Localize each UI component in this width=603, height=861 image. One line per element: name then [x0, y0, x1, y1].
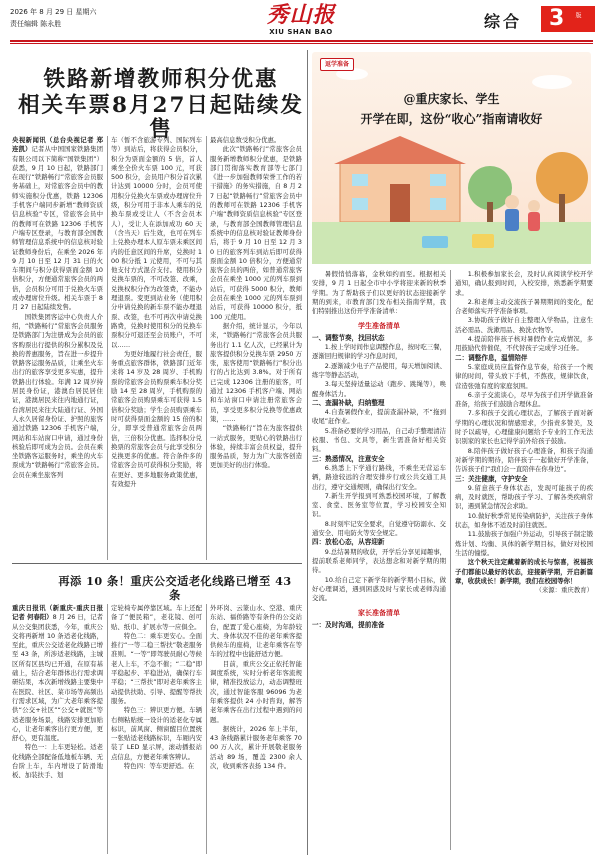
student-item-8: 8.时刻牢记安全要求，自觉遵守防溺水、交通安全、用电防火等安全规定。 — [312, 519, 446, 538]
story1-byline: 央视新闻讯（总台央视记者 郑连凯） — [12, 136, 103, 154]
story2-col2d-text: 特色四：等车更舒适。在 — [123, 762, 195, 771]
story2-column-2 — [111, 604, 202, 854]
story3-headline-line2: 开学在即，这份“收心”指南请收好 — [360, 112, 543, 126]
story1-col3c-text: 据介绍，统计显示，今年以来，“铁路畅行”常旅客会员共服务出行 1.1 亿人次，已经累计为旅客提供积分兑换车票 2950 万张，旅客使用“铁路畅行”积分出行的占比达到 3.8%。对于所有已完成 12306 注册的旅客，可通过 12306 手机客户端、网站和车站窗口申请注册常旅客会员，享受更多积分兑换等优惠政策，…… — [210, 321, 302, 423]
story1-col3b-text: 此次“铁路畅行”常旅客会员服务新增教师积分优惠，是铁路部门贯彻落实教育部等七部门《进一步加强教师荣誉工作的若干措施》的务实措施，自 8 月 27 日起“铁路畅行”常旅客会员中的教师可在铁路 12306 手机客户端“教师资质信息核验”专区登录，与教育部全国教师管理信息系统中的信息核对验证教师身份后，将于 9 月 10 日至 12 月 30 日的旅客列车到站后即可获得票面金额 10 倍积分，方便通常旅客会员的两倍，如普通常旅客会员在乘坐 1000 元的列车票到站后，可获得 5000 积分，教师会员在乘坐 1000 元的列车票到站后，可获得 10000 积分，抵 100 元使用。 — [210, 145, 302, 321]
story1-headline-line1: 铁路新增教师积分优惠 — [43, 67, 279, 92]
parent-item-8: 8.陪伴孩子做好孩子心理准备，和孩子沟通对新学期的期待，陪伴孩子一起做好开学准备，告诉孩子们“我们会一直陪伴在你身边”。 — [455, 446, 593, 474]
story2-column-3 — [210, 604, 302, 854]
parent-item-1: 1.积极参加家长会，及时认真阅读学校开学通知，确认报到时间，入校安排，熟悉新学期要求。 — [455, 270, 593, 297]
column-divider — [206, 136, 207, 560]
story2-col3b-text: 目前，重庆公交正依托智能调度系统，实时分析老年客流规律，精准投放运力，动态调整班次，通过智能客服 96096 为老年乘客提供 24 小时咨询，解答老年乘客在出行过程中遇到的问题。 — [210, 659, 302, 724]
student-section-4-title: 四：放松心态，从容迎新 — [312, 538, 385, 547]
newspaper-logo: 秀山报 — [266, 2, 336, 28]
story3-closing: 这个秋天注定藏着新的成长与惊喜，祝福孩子们都能以最好的状态，迎接新学期，开启新篇章，收获成长！新学期，我们在校园等你！ — [455, 558, 593, 585]
student-section-1-title: 一、调整节奏，找回状态 — [312, 333, 385, 342]
parent-checklist-title: 家长准备清单 — [358, 609, 400, 618]
student-item-5: 5.准备必要的学习用品，自己动手整理清洁校服、书包、文具等，新生需准备好相关资料。 — [312, 426, 446, 454]
column-divider — [450, 270, 451, 850]
story2-column-1 — [12, 604, 103, 854]
story1-col1-text: 记者从中国国家铁路集团有限公司以下简称“国铁集团”）获悉，9 月 10 日起，铁路部门在现行“铁路畅行”常旅客会员服务基础上，对常旅客会员中的教师实施积分优惠，铁路 12306 手机客户端同步新增“教师资质信息核验”专区，常旅客会员中的教师可在铁路 12306 手机客户端专区登录，与教育部全国教师管理信息系统中的信息核对验证教师身份后，在乘坐 2026 年 9 月 10 日至 12 月 31 日的火车期间与积分获得票面金额 10 倍积分，方便通常旅客会员的两倍，会员积分可用于兑换火车票或办理席位升级。相关车票于 8 月 27 日起陆续发售。 — [12, 145, 103, 312]
student-item-2: 2.逐渐减少电子产品使用，每天增加阅读、练字等静态活动， — [312, 361, 446, 379]
column-divider — [107, 136, 108, 560]
student-item-4: 4.自查暑假作业，提前查漏补缺，不“拖到收尾”赶作业。 — [312, 408, 446, 426]
story1-column-3 — [210, 136, 302, 560]
page-number-box — [541, 6, 595, 32]
section-name: 综合 — [484, 12, 523, 31]
story2-byline: 重庆日报讯（新重庆-重庆日报记者 何春阳） — [12, 604, 103, 622]
story1-column-2 — [111, 136, 202, 560]
header-rule-thin — [10, 43, 593, 44]
issue-date: 2026 年 8 月 29 日 星期六 — [10, 8, 97, 16]
story1-col3d-text: “铁路畅行”旨在为旅客提供一站式服务，更贴心的铁路出行体验，持续丰富会员权益，提升服务品质，努力为广大旅客创造更加美好的出行体验。 — [210, 424, 302, 470]
story2-col3-text: 外环岗、云篆山水、空港、重庆东站、福侨路等有条件的公交站台，配置了爱心座椅，为年龄较大、身体状况不佳的老年乘客提供候车的座椅，让老年乘客在等车的过程中也能舒适方便。 — [210, 604, 302, 659]
story3-source: （来源：重庆教育） — [535, 586, 593, 595]
student-checklist-title: 学生准备清单 — [358, 322, 400, 331]
page-column-divider — [307, 50, 308, 855]
story2-col1-text: 8 月 26 日，记者从公交集团获悉，今年，重庆公交将再新增 10 条适老化线路，至此，重庆公交适老化线路已增至 43 条，所涉适老线路，主城区所有区县均已开通，在原有基础上，结合老年群体出行需求调研结果，本次新增线路主要集中在医院、社区、菜市场等高频出行需求区域，为广大老年乘客提供“公交+社区”“公交+就医”等适老服务场景，线路安排更加贴心，让老年乘客出行更方便，更舒心，更有温度。 — [12, 613, 103, 743]
parent-item-2: 2.和老师主动交流孩子暑期期间的变化，配合老师落实开学准备事项。 — [455, 297, 593, 316]
page-number: 3 — [549, 6, 565, 31]
story3-left-column — [312, 270, 446, 850]
story3-headline-line1: @重庆家长、学生 — [403, 92, 500, 106]
parent-item-9: 9.留意孩子身体状态，发现可能孩子的疾病，及时就医，帮助孩子学习、了解各类疾病常识，遇到紧急情况会求助。 — [455, 483, 593, 511]
parent-item-5: 5.家庭成员应监督作息节奏，给孩子一个规律的时间，带头放下手机，不熬夜，规律饮食，营造张弛有度的家庭氛围。 — [455, 362, 593, 390]
column-divider — [107, 604, 108, 854]
column-divider — [206, 604, 207, 854]
student-item-6: 6.熟悉上下学通行路线，不乘坐无营运车辆，路途较远的合理安排步行或公共交通工具出行，遵守交通规则，确保出行安全。 — [312, 463, 446, 491]
editor-credit: 责任编辑 陈永胜 — [10, 20, 62, 28]
school-scene-illustration — [312, 52, 591, 264]
story2-col1b-text: 特色一：上车更轻松。适老化线路全部配备低地板车辆、无台阶上车，车内增设了防滑地板、加装扶手、划 — [12, 743, 103, 780]
story1-headline-line2: 相关车票8月27日起陆续发售 — [18, 93, 304, 142]
story3-badge: 返学准备 — [320, 58, 354, 71]
parent-section-1-title: 一：及时沟通，提前准备 — [312, 620, 385, 629]
student-item-9: 9.总结暑期的收获，开学后分享见闻趣事，提前联系老师同学，表达想念和对新学期的期待。 — [312, 547, 446, 575]
header-rule — [10, 40, 593, 42]
story3-right-column — [455, 270, 593, 850]
parent-section-2-title: 二：调整作息，温情陪伴 — [455, 353, 528, 362]
story1-col2-text: 车（暂不含旅游专列、国际列车等）到站后，将获得会员积分，积分为票面金额的 5 倍，首人乘坐全价火车票 100 元，可获 500 积分，会员用户积分首次累计达到 10000 分时，会员可使用积分兑换火车票或办理席位升级，积分可用于非本人乘车的兑换车票或受让人（不含会员本人），受让人在添加成功 60 天（含当天）后生效，也可在列车上兑换办理本人原车票未乘区间内的任意区间的升席，兑换时 100 积分抵 1 元使用，不可与其他支付方式混合支付。使用积分兑换车票的，不可改签、改乘，兑换权积分作为改签费，不能办理退票。变更到站业务（使用积分申请兑换的新车票不能办理退票、改签，也不可再次申请兑换路费，兑换时使用积分的兑换车票积分可退还至会员账户，不可以…… — [111, 136, 202, 349]
story1-col2b-text: 为更好地履行社会责任，服务重点旅客群体，铁路部门近年来将 14 岁及 28 周岁、手机购票的常旅客会员购票乘车积分奖励 14 至 28 周岁，手机购票的常旅客会员购票乘车可获得 1.5 倍积分奖励；学生会员购票乘车时可获得票面金额的 15 倍的积分，即享受普通常旅客会员两倍，三倍积分优惠。选择积分兑换票的常旅客会员与此享受积分兑换更多的优惠。符合条件多的常旅客会员可获得积分奖励，将在更好、更多地服务政策优惠，有效提升 — [111, 349, 202, 488]
student-item-7: 7.新生开学报到可熟悉校园环境，了解教室、食堂、医务室等位置，学习校园安全知识。 — [312, 491, 446, 519]
story-divider — [12, 563, 302, 564]
student-item-3: 3.每天坚持适量运动（跑步、跳绳等），唤醒身体活力。 — [312, 380, 446, 398]
parent-item-7: 7.多和孩子交流心理状态，了解孩子面对新学期的心理状况和情感需求，少指责多赞美，及时予以疏导，心理健康问题给予专业的工作无法识别家的家长也记得学前外给孩子鼓励。 — [455, 409, 593, 446]
newspaper-logo-pinyin: XIU SHAN BAO — [269, 28, 333, 36]
story3-banner-illustration — [312, 52, 591, 264]
parent-item-10: 10.做好秋季常见传染病防护，关注孩子身体状态，如身体不适及时前往就医。 — [455, 511, 593, 530]
story2-headline: 再添 10 条！重庆公交适老化线路已增至 43 条 — [58, 574, 292, 602]
story1-col3-text: 最高信息数受积分优惠。 — [210, 136, 281, 144]
story2-col2c-text: 特色三：辨识更方便。车辆右侧粘贴统一设计的适老化专属标识，前风窗、侧窗醒目位置统一张贴适老线路标识，车厢内安装了 LED 显示屏，滚动播报站点信息，方便老年乘客辨认。 — [111, 706, 202, 761]
parent-section-3-title: 三：关注健康，守护安全 — [455, 474, 528, 483]
student-item-1: 1.按上学时间作息调整作息，按时吃三餐，逐渐回归规律的学习作息时间， — [312, 343, 446, 361]
parent-item-3: 3.协助孩子做好自主整理入学物品，注意生活必需品、洗漱用品、换洗衣物等。 — [455, 316, 593, 334]
page-label: 版 — [574, 12, 581, 18]
story2-col3c-text: 据统计，2026 年上半年，43 条线路累计服务老年乘客 7000 万人次，累计开展敬老服务活动 89 场，覆盖 2300 余人次，收到乘客表扬 134 件。 — [210, 724, 302, 771]
story2-col2b-text: 特色二：乘车更安心。全面推行“一等二稳三帮扶”敬老服务准则。“一等”即驾驶员耐心等候老人上车，不急不催；“二稳”即平稳起步、平稳进站，确保行车平稳；“三帮扶”即对老年乘客主动提供扶助、引导、提醒等帮扶服务。 — [111, 631, 202, 705]
story1-col1b-text: 国铁集团客运中心负责人介绍，“铁路畅行”常旅客会员服务是铁路部门为注册成为会员的旅客购票出行提供的积分累积及兑换的普惠服务，旨在进一步提升铁路客运服务品质，让乘坐火车出行的旅客享受更多实惠，提升铁路出行体验。年满 12 周岁持居民身份证，港澳台居民居住证，港澳居民来往内地通行证，台湾居民来往大陆通行证、外国人永久居留身份证、护照的旅客通过铁路 12306 手机客户端，网站和车站窗口申请，通过身份核验后即可成为会员。会员在乘坐铁路客运服务时，乘坐的火车票成为“铁路畅行”常旅客会员。会员在乘坐旅客列 — [12, 312, 103, 479]
student-section-3-title: 三：熟悉情况，注意安全 — [312, 454, 385, 463]
parent-item-6: 6.亲子交流谈心，尽早为孩子们开学做准备准备，给孩子们鼓励合理休息。 — [455, 390, 593, 409]
student-item-10: 10.给自己定下新学年的新学期小目标，做好心理调适，遇到困惑及时与家长或老师沟通交流。 — [312, 575, 446, 603]
story1-column-1 — [12, 136, 103, 560]
parent-item-4: 4.提前陪伴孩子核对暑假作业完成情况，多用鼓励代替催促，不代替孩子完成学习任务。 — [455, 335, 593, 353]
student-section-2-title: 二、查漏补缺，归纳整理 — [312, 398, 385, 407]
story2-col2-text: 定轮椅专属停靠区域。车上还配备了“便民箱”，老花镜、创可贴、纸巾、扩展水等一应俱全。 — [111, 604, 202, 631]
parent-item-11: 11.鼓励孩子加强户外运动，引导孩子制定锻炼计划、均衡、具体的新学期目标，做好对校园生活的憧憬。 — [455, 530, 593, 557]
story3-intro: 暑假悄悄落幕，金秋如约而至。根据相关安排，9 月 1 日起全市中小学将迎来新的秋季学期。为了帮助孩子们以更好的状态迎接新学期的到来，市教育部门发布相关指南学期，我们特别推出这份开学准备清单： — [312, 270, 446, 316]
